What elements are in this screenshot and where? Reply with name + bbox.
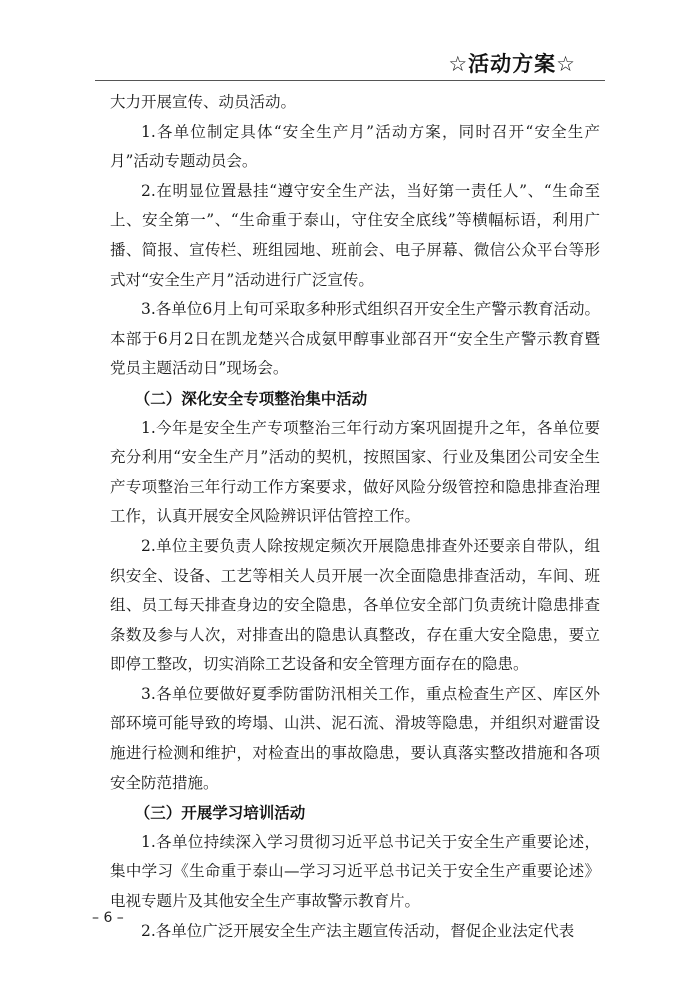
header-title: ☆活动方案☆ xyxy=(448,52,576,76)
document-body xyxy=(110,88,600,946)
paragraph-section2-item-2: 2.单位主要负责人除按规定频次开展隐患排查外还要亲自带队，组织安全、设备、工艺等相关人员开展一次全面隐患排查活动，车间、班组、员工每天排查身边的安全隐患，各单位安全部门负责统计隐患排查条数及参与人次，对排查出的隐患认真整改，存在重大安全隐患，要立即停工整改，切实消除工艺设备和安全管理方面存在的隐患。 xyxy=(110,536,600,674)
paragraph-item-1: 1.各单位制定具体“安全生产月”活动方案，同时召开“安全生产月”活动专题动员会。 xyxy=(110,122,600,171)
paragraph-item-2: 2.在明显位置悬挂“遵守安全生产法，当好第一责任人”、“生命至上、安全第一”、“生命重于泰山，守住安全底线”等横幅标语，利用广播、简报、宣传栏、班组园地、班前会、电子屏幕、微信公众平台等形式对“安全生产月”活动进行广泛宣传。 xyxy=(110,181,600,289)
paragraph-section3-item-1: 1.各单位持续深入学习贯彻习近平总书记关于安全生产重要论述，集中学习《生命重于泰山—学习习近平总书记关于安全生产重要论述》电视专题片及其他安全生产事故警示教育片。 xyxy=(110,832,600,911)
page-number: – 6 – xyxy=(92,910,124,926)
paragraph-section2-item-3: 3.各单位要做好夏季防雷防汛相关工作，重点检查生产区、库区外部环境可能导致的垮塌、山洪、泥石流、滑坡等隐患，并组织对避雷设施进行检测和维护，对检查出的事故隐患，要认真落实整改措施和各项安全防范措施。 xyxy=(110,684,600,792)
paragraph-section3-item-2: 2.各单位广泛开展安全生产法主题宣传活动，督促企业法定代表 xyxy=(141,921,575,940)
paragraph-continuation: 大力开展宣传、动员活动。 xyxy=(110,93,297,111)
section-heading-3: （三）开展学习培训活动 xyxy=(134,803,306,823)
paragraph-item-3: 3.各单位6月上旬可采取多种形式组织召开安全生产警示教育活动。本部于6月2日在凯龙楚兴合成氨甲醇事业部召开“安全生产警示教育暨党员主题活动日”现场会。 xyxy=(110,300,600,378)
paragraph-section2-item-1: 1.今年是安全生产专项整治三年行动方案巩固提升之年，各单位要充分利用“安全生产月”活动的契机，按照国家、行业及集团公司安全生产专项整治三年行动工作方案要求，做好风险分级管控和隐患排查治理工作，认真开展安全风险辨识评估管控工作。 xyxy=(110,418,600,526)
header-divider xyxy=(95,80,605,81)
section-heading-2: （二）深化安全专项整治集中活动 xyxy=(134,388,368,408)
